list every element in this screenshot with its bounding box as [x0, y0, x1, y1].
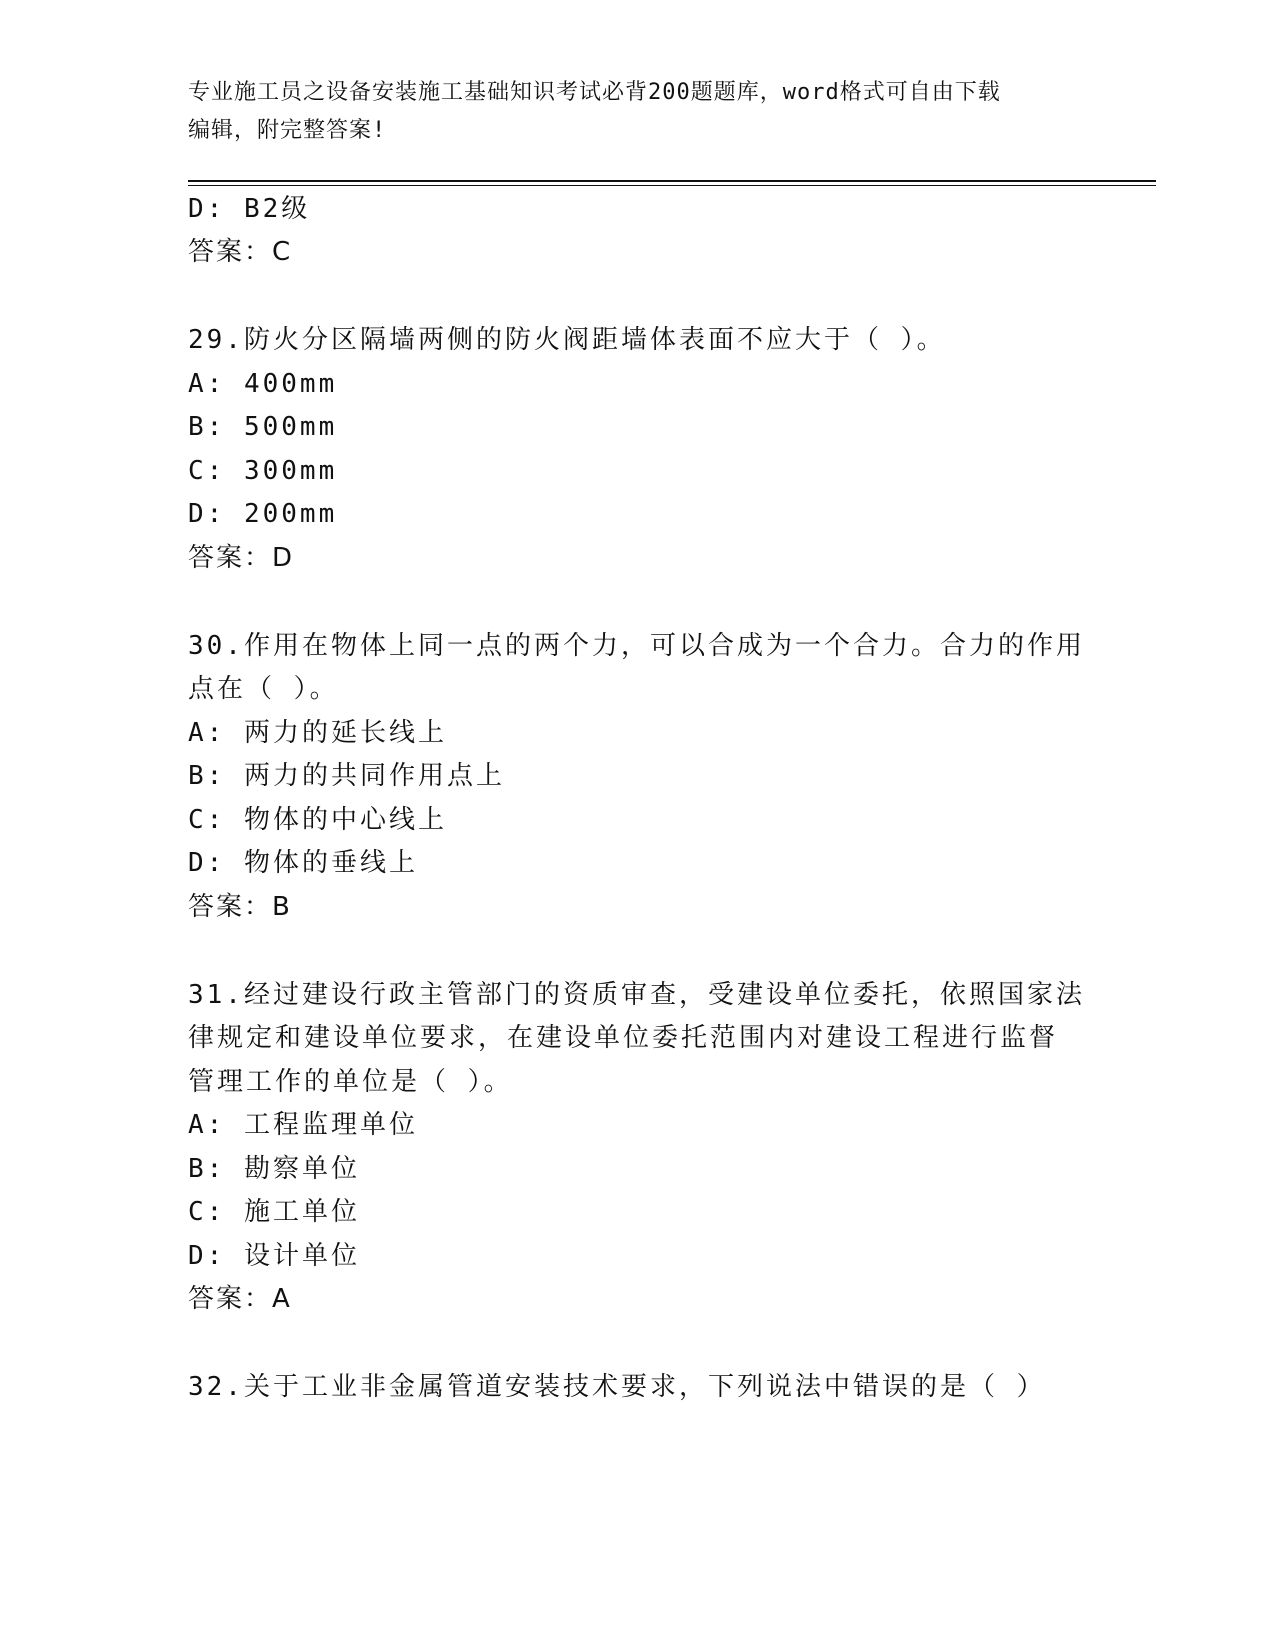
question-stem-continuation: 点在（ ）。: [188, 674, 339, 704]
option-a: A: 工程监理单位: [188, 1110, 418, 1140]
option-a: A: 两力的延长线上: [188, 718, 447, 748]
answer-line: 答案：B: [188, 892, 292, 922]
question-stem-continuation: 律规定和建设单位要求，在建设单位委托范围内对建设工程进行监督: [188, 1023, 1059, 1053]
option-d: D: 物体的垂线上: [188, 848, 418, 878]
answer-line: 答案：C: [188, 237, 293, 267]
answer-line: 答案：D: [188, 543, 295, 573]
answer-line: 答案：A: [188, 1284, 292, 1314]
document-header: [188, 74, 1088, 150]
header-divider-thin: [188, 185, 1156, 186]
option-d: D: 设计单位: [188, 1241, 360, 1271]
option-d: D: B2级: [188, 194, 311, 224]
question-stem: 32.关于工业非金属管道安装技术要求，下列说法中错误的是（ ）: [188, 1372, 1046, 1402]
option-b: B: 500mm: [188, 412, 338, 442]
option-a: A: 400mm: [188, 369, 338, 399]
option-d: D: 200mm: [188, 499, 338, 529]
option-b: B: 勘察单位: [188, 1154, 360, 1184]
question-stem: 29.防火分区隔墙两侧的防火阀距墙体表面不应大于（ ）。: [188, 325, 946, 355]
question-stem: 30.作用在物体上同一点的两个力，可以合成为一个合力。合力的作用: [188, 631, 1085, 661]
question-stem-continuation: 管理工作的单位是（ ）。: [188, 1067, 513, 1097]
question-stem: 31.经过建设行政主管部门的资质审查，受建设单位委托，依照国家法: [188, 980, 1085, 1010]
header-divider: [188, 180, 1156, 182]
header-title-line-2: 编辑，附完整答案!: [188, 118, 387, 143]
header-title-line-1: 专业施工员之设备安装施工基础知识考试必背200题题库，word格式可自由下载: [188, 80, 1001, 105]
option-c: C: 施工单位: [188, 1197, 360, 1227]
option-c: C: 300mm: [188, 456, 338, 486]
option-c: C: 物体的中心线上: [188, 805, 447, 835]
option-b: B: 两力的共同作用点上: [188, 761, 505, 791]
